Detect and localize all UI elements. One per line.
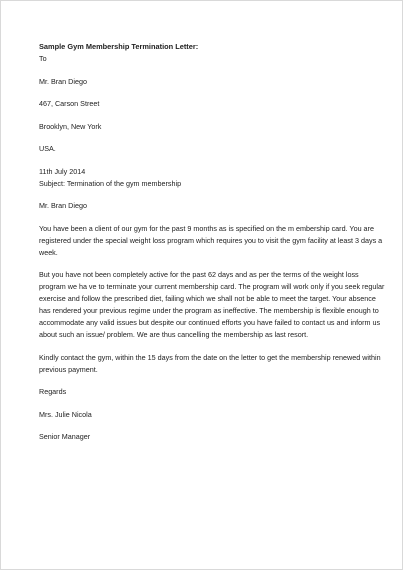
to-label: To (39, 54, 47, 63)
letter-date: 11th July 2014 (39, 166, 86, 176)
address-country: USA. (39, 144, 56, 153)
letter-title: Sample Gym Membership Termination Letter: (39, 42, 199, 51)
signatory-name: Mrs. Julie Nicola (39, 409, 92, 419)
paragraph-line: But you have not been completely active for the past 62 days and as per the terms of the weight loss (39, 270, 359, 279)
letter-body (39, 41, 385, 443)
paragraph-2 (39, 269, 385, 341)
closing: Regards (39, 387, 67, 396)
paragraph-line: exercise and follow the prescribed diet, failing which we shall not be able to meet the target. Your absence (39, 294, 376, 303)
paragraph-3 (39, 352, 381, 376)
paragraph-line: You have been a client of our gym for the past 9 months as is specified on the m embership card. You are (39, 223, 374, 233)
signatory-title: Senior Manager (39, 432, 91, 441)
paragraph-1 (39, 223, 383, 259)
paragraph-line: has rendered your previous regime under the program as ineffective. The membership is flexible enough to (39, 306, 379, 315)
letter-subject: Subject: Termination of the gym membership (39, 178, 182, 188)
paragraph-line: Kindly contact the gym, within the 15 days from the date on the letter to get the membership renewed within (39, 352, 381, 362)
address-city: Brooklyn, New York (39, 121, 102, 131)
recipient-name: Mr. Bran Diego (39, 76, 87, 86)
paragraph-line: previous payment. (39, 364, 98, 374)
paragraph-line: program we ha ve to terminate your current membership card. The program will work only if you seek regular (39, 282, 385, 291)
paragraph-line: week. (39, 247, 58, 257)
paragraph-line: registered under the special weight loss program which requires you to visit the gym facility at least 3 days a (39, 235, 383, 245)
salutation: Mr. Bran Diego (39, 201, 87, 210)
paragraph-line: about such an issue/ problem. We are thus cancelling the membership as last resort. (39, 330, 309, 339)
address-street: 467, Carson Street (39, 99, 100, 108)
paragraph-line: accommodate any valid issues but despite our continued efforts you have failed to contact us and inform us (39, 318, 381, 327)
